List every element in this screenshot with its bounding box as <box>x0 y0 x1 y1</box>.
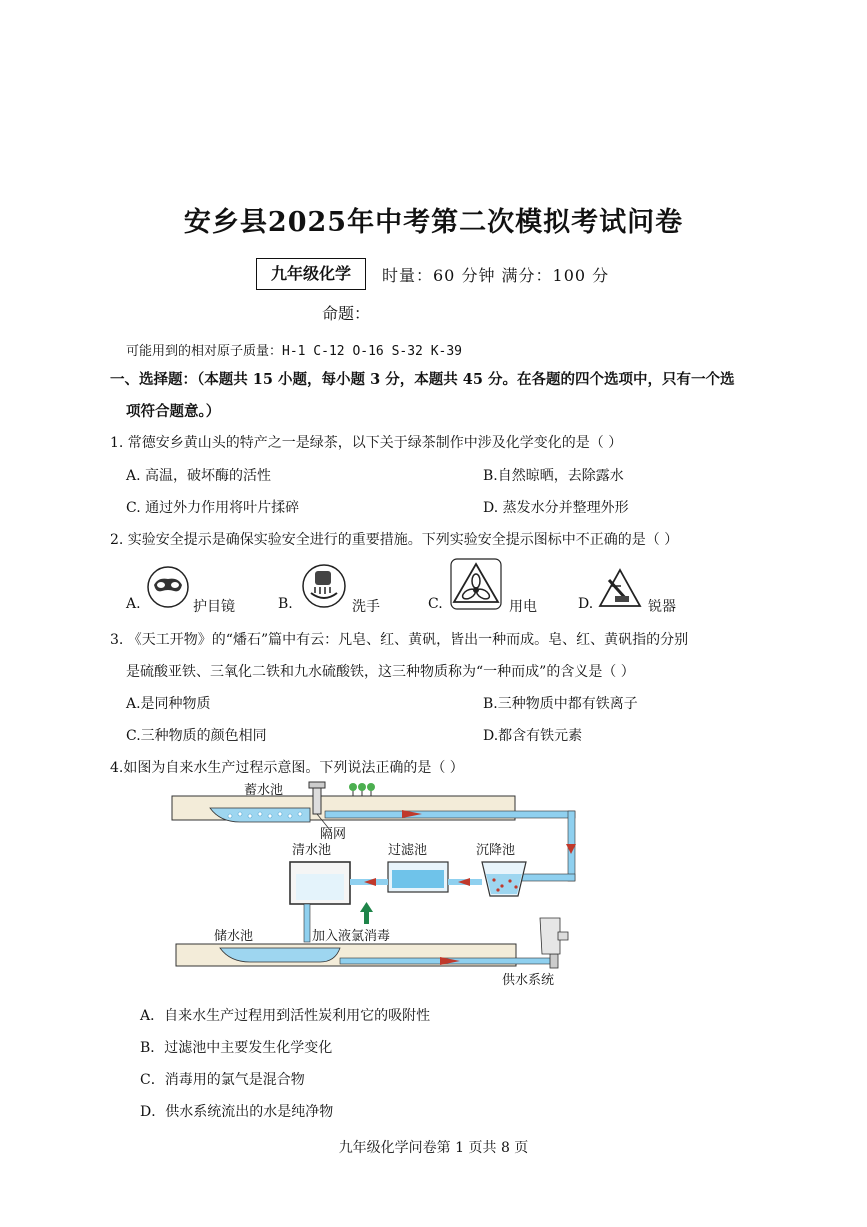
section-heading-line1: 一、选择题：（本题共 15 小题，每小题 3 分，本题共 45 分。在各题的四个选项中，只有一个选 <box>110 371 735 388</box>
hand-wash-icon <box>301 563 347 613</box>
q2-letter-d: D. <box>578 596 594 612</box>
label-chlorine: 加入液氯消毒 <box>312 929 391 944</box>
tree-icon <box>349 783 375 796</box>
q2-letter-c: C. <box>428 596 443 612</box>
q4-option-a: A．自来水生产过程用到活性炭利用它的吸附性 <box>140 1008 431 1024</box>
q3-option-c: C.三种物质的颜色相同 <box>126 728 267 744</box>
q3-option-a: A.是同种物质 <box>126 696 211 712</box>
q2-label-c: 用电 <box>509 599 537 615</box>
q1-option-b: B.自然晾晒，去除露水 <box>483 468 624 484</box>
q2-stem: 2. 实验安全提示是确保实验安全进行的重要措施。下列实验安全提示图标中不正确的是（ ） <box>110 532 679 548</box>
label-storage-pool: 储水池 <box>214 929 254 944</box>
water-treatment-diagram <box>170 778 590 997</box>
q3-option-d: D.都含有铁元素 <box>483 728 583 744</box>
q3-option-b: B.三种物质中都有铁离子 <box>483 696 638 712</box>
q4-stem: 4.如图为自来水生产过程示意图。下列说法正确的是（ ） <box>110 760 464 776</box>
sharp-object-icon <box>597 566 643 614</box>
q3-stem-line2: 是硫酸亚铁、三氧化二铁和九水硫酸铁，这三种物质称为“一种而成”的含义是（ ） <box>126 664 635 680</box>
q4-option-d: D．供水系统流出的水是纯净物 <box>140 1104 334 1120</box>
page-footer: 九年级化学问卷第 1 页共 8 页 <box>338 1140 529 1156</box>
q1-option-a: A. 高温，破坏酶的活性 <box>126 468 272 484</box>
time-score: 时量：60 分钟 满分：100 分 <box>382 266 610 285</box>
goggles-icon <box>146 565 190 613</box>
q1-option-c: C. 通过外力作用将叶片揉碎 <box>126 500 300 516</box>
atomic-masses: 可能用到的相对原子质量：H-1 C-12 O-16 S-32 K-39 <box>126 344 463 359</box>
subject-box: 九年级化学 <box>256 258 366 290</box>
exam-title: 安乡县2025年中考第二次模拟考试问卷 <box>183 207 684 238</box>
q1-option-d: D. 蒸发水分并整理外形 <box>483 500 629 516</box>
label-reservoir: 蓄水池 <box>244 783 284 798</box>
q2-letter-a: A. <box>126 596 141 612</box>
label-supply-system: 供水系统 <box>502 973 555 988</box>
q2-label-b: 洗手 <box>352 599 380 615</box>
label-settling-pool: 沉降池 <box>476 843 516 858</box>
q2-label-a: 护目镜 <box>193 599 235 615</box>
label-screen: 隔网 <box>320 827 347 842</box>
section-heading-line2: 项符合题意。） <box>126 403 221 420</box>
label-filter-pool: 过滤池 <box>388 843 428 858</box>
q1-stem: 1. 常德安乡黄山头的特产之一是绿茶，以下关于绿茶制作中涉及化学变化的是（ ） <box>110 435 623 451</box>
q4-option-c: C．消毒用的氯气是混合物 <box>140 1072 305 1088</box>
q3-stem-line1: 3. 《天工开物》的“燔石”篇中有云：凡皂、红、黄矾，皆出一种而成。皂、红、黄矾指的分别 <box>110 632 689 648</box>
q2-letter-b: B. <box>278 596 293 612</box>
q4-option-b: B．过滤池中主要发生化学变化 <box>140 1040 333 1056</box>
electricity-icon <box>450 558 502 614</box>
label-clear-pool: 清水池 <box>292 843 332 858</box>
q2-label-d: 锐器 <box>648 599 676 615</box>
author-label: 命题： <box>322 304 371 323</box>
